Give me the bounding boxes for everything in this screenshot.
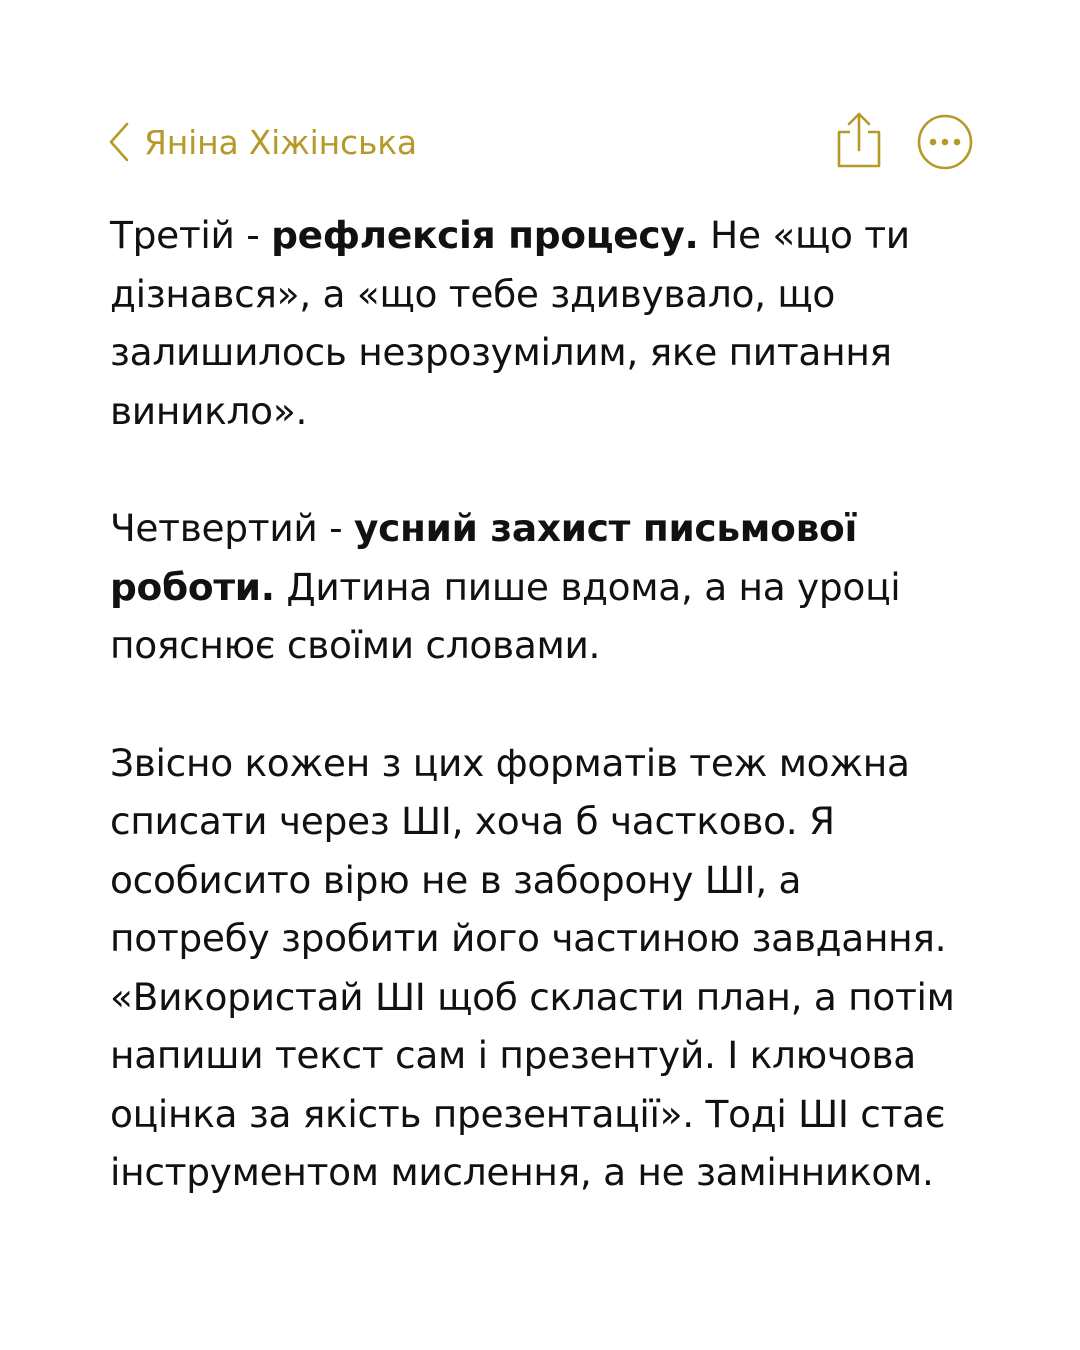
text-line: потребу зробити його частиною завдання. <box>110 916 947 960</box>
text-line: залишилось незрозумілим, яке питання <box>110 330 892 374</box>
text-line: «Використай ШІ щоб скласти план, а потім <box>110 974 955 1019</box>
back-button[interactable] <box>108 116 417 168</box>
text-line: інструментом мислення, а не замінником. <box>110 1150 934 1194</box>
bold-text: усний захист письмової <box>353 506 858 550</box>
text-line: списати через ШІ, хоча б частково. Я <box>110 799 835 843</box>
bold-text: роботи. <box>110 564 275 609</box>
bold-text: рефлексія процесу. <box>271 213 699 257</box>
share-icon <box>832 110 886 170</box>
text-line: напиши текст сам і презентуй. І ключова <box>110 1033 916 1077</box>
more-options-icon <box>916 113 974 171</box>
text-segment: Третій - <box>110 213 272 257</box>
navigation-bar <box>0 0 1080 200</box>
share-button[interactable] <box>832 110 886 170</box>
chevron-left-icon <box>108 121 130 163</box>
paragraph-conclusion <box>110 734 1030 1202</box>
back-label: Яніна Хіжінська <box>144 122 417 162</box>
text-line: оцінка за якість презентації». Тоді ШІ стає <box>110 1091 946 1136</box>
text-line: виникло». <box>110 388 308 433</box>
text-line <box>110 558 1030 617</box>
paragraph-fourth-format <box>110 499 1030 675</box>
text-segment: Не «що ти <box>698 213 910 257</box>
text-line: особисито вірю не в заборону ШІ, а <box>110 857 802 902</box>
more-options-button[interactable] <box>916 113 974 171</box>
text-line: Звісно кожен з цих форматів теж можна <box>110 740 910 785</box>
text-segment: Четвертий - <box>110 506 354 550</box>
note-body <box>110 206 1030 1202</box>
text-line: пояснює своїми словами. <box>110 623 601 667</box>
text-segment: Дитина пише вдома, а на уроці <box>274 564 901 609</box>
text-line <box>110 499 1030 558</box>
text-line <box>110 206 1030 265</box>
paragraph-third-format <box>110 206 1030 440</box>
text-line: дізнався», а «що тебе здивувало, що <box>110 271 836 316</box>
